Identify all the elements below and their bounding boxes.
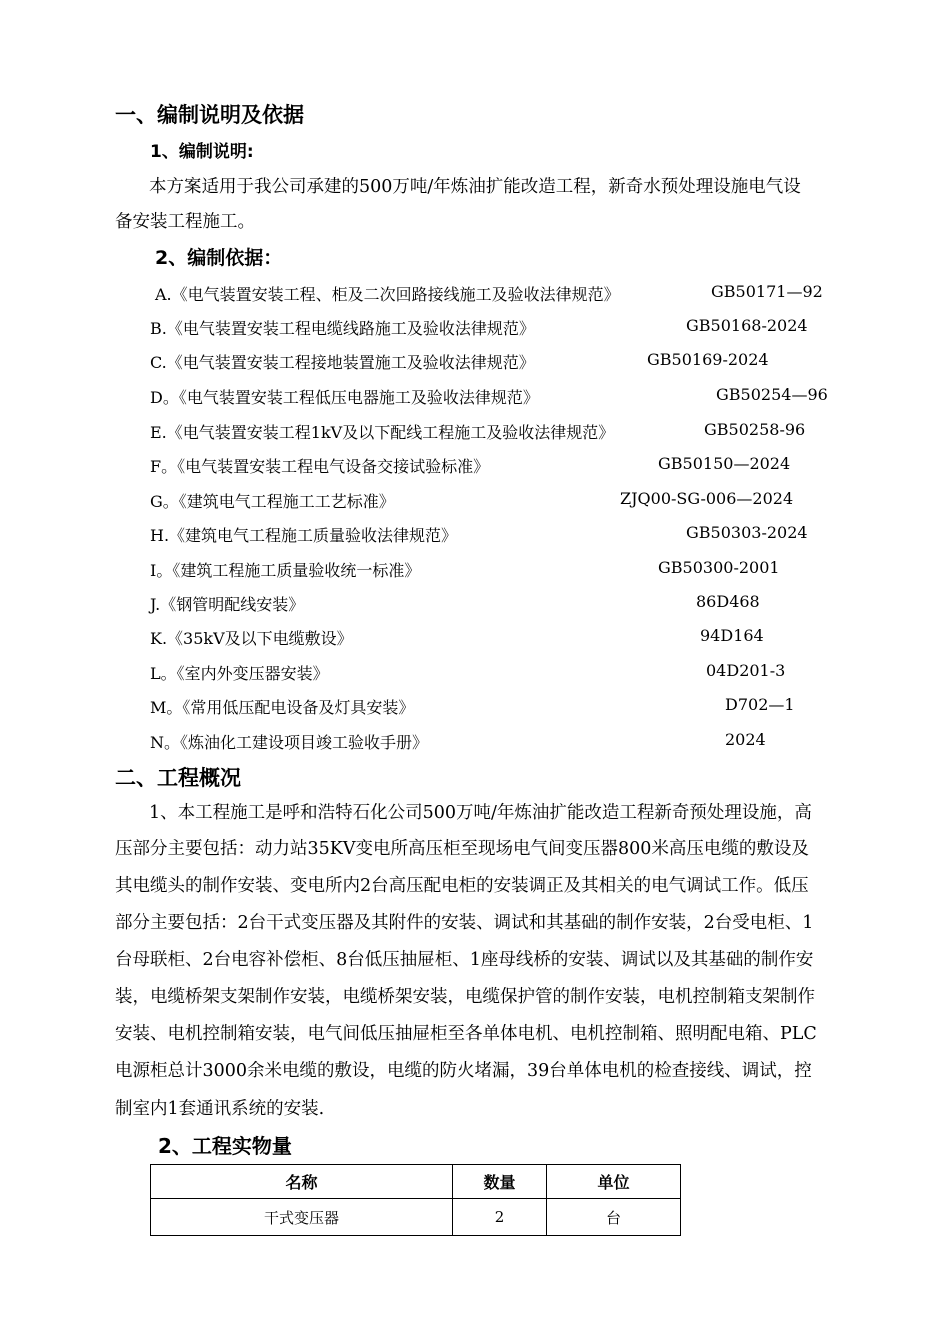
reference-title: E.《电气装置安装工程1kV及以下配线工程施工及验收法律规范》: [150, 423, 615, 442]
reference-item: [0, 592, 950, 616]
reference-title: L。《室内外变压器安装》: [150, 664, 329, 683]
reference-item: [0, 730, 950, 754]
reference-title: B.《电气装置安装工程电缆线路施工及验收法律规范》: [150, 319, 535, 338]
reference-code: GB50254—96: [716, 385, 828, 404]
reference-item: [0, 454, 950, 478]
table-cell-unit: 台: [547, 1199, 681, 1236]
reference-code: GB50303-2024: [686, 523, 808, 542]
reference-code: D702—1: [725, 695, 795, 714]
paragraph-line: 备安装工程施工。: [115, 212, 255, 232]
section1-sub1-heading: 1、编制说明:: [150, 142, 254, 162]
paragraph-line: 安装、电机控制箱安装，电气间低压抽屉柜至各单体电机、电机控制箱、照明配电箱、PLC: [115, 1024, 817, 1044]
reference-title: D。《电气装置安装工程低压电器施工及验收法律规范》: [150, 388, 539, 407]
reference-code: GB50150—2024: [658, 454, 791, 473]
table-header-unit: 单位: [547, 1165, 681, 1199]
paragraph-line: 本方案适用于我公司承建的500万吨/年炼油扩能改造工程，新奇水预处理设施电气设: [149, 177, 801, 197]
paragraph-line: 电源柜总计3000余米电缆的敷设，电缆的防火堵漏，39台单体电机的检查接线、调试，控: [115, 1061, 812, 1081]
paragraph-line: 部分主要包括：2台干式变压器及其附件的安装、调试和其基础的制作安装，2台受电柜、1: [115, 913, 814, 933]
reference-code: 04D201-3: [706, 661, 786, 680]
paragraph-line: 压部分主要包括：动力站35KV变电所高压柜至现场电气间变压器800米高压电缆的敷设及: [115, 839, 809, 859]
section2-sub2-heading: 2、工程实物量: [158, 1134, 292, 1158]
paragraph-line: 制室内1套通讯系统的安装.: [115, 1099, 325, 1119]
reference-title: N。《炼油化工建设项目竣工验收手册》: [150, 733, 429, 752]
reference-title: H.《建筑电气工程施工质量验收法律规范》: [150, 526, 458, 545]
paragraph-line: 台母联柜、2台电容补偿柜、8台低压抽屉柜、1座母线桥的安装、调试以及其基础的制作安: [115, 950, 814, 970]
table-header-name: 名称: [151, 1165, 453, 1199]
reference-item: [0, 626, 950, 650]
reference-item: [0, 489, 950, 513]
reference-item: [0, 420, 950, 444]
reference-title: I。《建筑工程施工质量验收统一标准》: [150, 561, 421, 580]
table-header-quantity: 数量: [453, 1165, 547, 1199]
reference-code: 94D164: [700, 626, 764, 645]
reference-item: [0, 385, 950, 409]
table-cell-name: 干式变压器: [151, 1199, 453, 1236]
paragraph-line: 其电缆头的制作安装、变电所内2台高压配电柜的安装调正及其相关的电气调试工作。低压: [115, 876, 809, 896]
reference-item: [0, 350, 950, 374]
reference-code: GB50168-2024: [686, 316, 808, 335]
reference-title: F。《电气装置安装工程电气设备交接试验标准》: [150, 457, 490, 476]
section1-heading: 一、编制说明及依据: [115, 103, 304, 127]
reference-item: [0, 523, 950, 547]
reference-title: K.《35kV及以下电缆敷设》: [150, 629, 353, 648]
reference-code: 2024: [725, 730, 766, 749]
quantity-table: [150, 1164, 681, 1236]
table-cell-quantity: 2: [453, 1199, 547, 1236]
table-row: [151, 1199, 681, 1236]
reference-title: M。《常用低压配电设备及灯具安装》: [150, 698, 415, 717]
reference-title: C.《电气装置安装工程接地装置施工及验收法律规范》: [150, 353, 535, 372]
reference-code: GB50258-96: [704, 420, 806, 439]
section1-sub2-heading: 2、编制依据：: [155, 247, 283, 269]
reference-code: 86D468: [696, 592, 760, 611]
reference-code: GB50300-2001: [658, 558, 780, 577]
paragraph-line: 1、本工程施工是呼和浩特石化公司500万吨/年炼油扩能改造工程新奇预处理设施，高: [149, 803, 812, 823]
reference-item: [0, 282, 950, 306]
reference-code: GB50171—92: [711, 282, 823, 301]
reference-item: [0, 661, 950, 685]
paragraph-line: 装，电缆桥架支架制作安装，电缆桥架安装，电缆保护管的制作安装，电机控制箱支架制作: [115, 987, 815, 1007]
section2-heading: 二、工程概况: [115, 766, 241, 790]
reference-item: [0, 695, 950, 719]
reference-title: J.《钢管明配线安装》: [150, 595, 305, 614]
reference-title: A.《电气装置安装工程、柜及二次回路接线施工及验收法律规范》: [155, 285, 620, 304]
reference-item: [0, 558, 950, 582]
reference-title: G。《建筑电气工程施工工艺标准》: [150, 492, 395, 511]
table-header-row: [151, 1165, 681, 1199]
reference-code: GB50169-2024: [647, 350, 769, 369]
reference-item: [0, 316, 950, 340]
reference-code: ZJQ00-SG-006—2024: [620, 489, 794, 508]
